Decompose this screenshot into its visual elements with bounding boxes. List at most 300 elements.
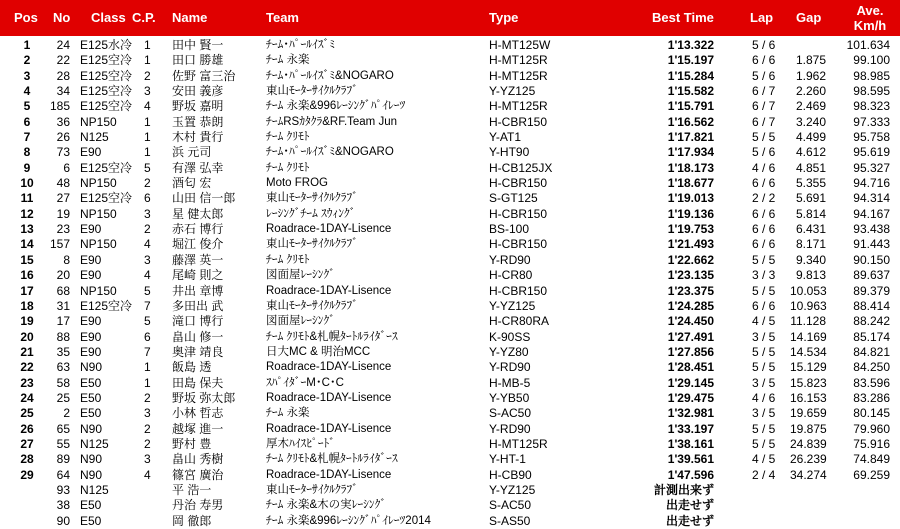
- cp-cell: 1: [144, 375, 151, 390]
- number-cell: 55: [56, 436, 70, 451]
- pos-cell: 29: [20, 467, 34, 482]
- lap-cell: 6 / 7: [752, 99, 776, 114]
- type-cell: Y-YZ125: [489, 482, 536, 497]
- ave-speed-cell: 79.960: [853, 421, 890, 436]
- team-cell: 図面屋ﾚｰｼﾝｸﾞ: [266, 315, 335, 328]
- pos-cell: 8: [23, 145, 31, 160]
- gap-cell: 10.053: [790, 283, 827, 298]
- table-row: [0, 161, 900, 176]
- type-cell: H-MT125R: [489, 99, 548, 114]
- best-time-cell: 1'32.981: [667, 406, 714, 421]
- number-cell: 35: [56, 344, 70, 359]
- type-cell: H-CR80RA: [489, 314, 550, 329]
- pos-cell: 24: [20, 390, 34, 405]
- rider-name-cell: 畠山 修一: [172, 329, 224, 344]
- number-cell: 28: [56, 68, 70, 83]
- class-cell: E50: [80, 498, 102, 513]
- team-cell: Roadrace-1DAY-Lisence: [266, 284, 392, 297]
- type-cell: Y-RD90: [489, 421, 531, 436]
- header-cp: C.P.: [132, 10, 156, 25]
- table-row: [0, 38, 900, 53]
- table-row: [0, 207, 900, 222]
- header-ave-unit: Km/h: [853, 18, 887, 33]
- type-cell: H-CBR150: [489, 176, 548, 191]
- best-time-cell: 1'27.856: [667, 344, 714, 359]
- class-cell: N90: [80, 452, 103, 467]
- class-cell: E125空冷: [80, 191, 133, 206]
- rider-name-cell: 奥津 靖良: [172, 344, 224, 359]
- ave-speed-cell: 89.379: [853, 283, 890, 298]
- lap-cell: 5 / 5: [752, 283, 776, 298]
- gap-cell: 2.469: [795, 99, 826, 114]
- rider-name-cell: 堀江 俊介: [172, 237, 224, 252]
- gap-cell: 16.153: [790, 390, 827, 405]
- rider-name-cell: 赤石 博行: [172, 222, 224, 237]
- team-cell: 東山ﾓｰﾀｰｻｲｸﾙｸﾗﾌﾞ: [266, 192, 358, 205]
- cp-cell: 1: [144, 360, 151, 375]
- table-row: [0, 376, 900, 391]
- best-time-cell: 1'23.375: [667, 283, 714, 298]
- best-time-cell: 1'17.934: [667, 145, 714, 160]
- number-cell: 68: [56, 283, 70, 298]
- gap-cell: 6.431: [795, 222, 826, 237]
- team-cell: Moto FROG: [266, 177, 328, 190]
- class-cell: E125空冷: [80, 68, 133, 83]
- gap-cell: 34.274: [790, 467, 827, 482]
- type-cell: Y-RD90: [489, 360, 531, 375]
- best-time-cell: 出走せず: [665, 513, 714, 528]
- gap-cell: 5.355: [795, 176, 826, 191]
- class-cell: E125空冷: [80, 84, 133, 99]
- type-cell: S-AC50: [489, 406, 532, 421]
- pos-cell: 26: [20, 421, 34, 436]
- cp-cell: 6: [144, 191, 151, 206]
- number-cell: 8: [63, 252, 70, 267]
- cp-cell: 6: [144, 329, 151, 344]
- lap-cell: 2 / 4: [752, 467, 776, 482]
- ave-speed-cell: 84.821: [853, 344, 890, 359]
- type-cell: Y-YZ125: [489, 298, 536, 313]
- lap-cell: 4 / 6: [752, 390, 776, 405]
- gap-cell: 4.499: [795, 130, 826, 145]
- pos-cell: 14: [20, 237, 34, 252]
- type-cell: Y-HT-1: [489, 452, 526, 467]
- best-time-cell: 1'27.491: [667, 329, 714, 344]
- number-cell: 89: [56, 452, 70, 467]
- table-row: [0, 222, 900, 237]
- gap-cell: 14.169: [790, 329, 827, 344]
- best-time-cell: 1'17.821: [667, 130, 714, 145]
- table-row: [0, 314, 900, 329]
- rider-name-cell: 丹治 寿男: [172, 498, 224, 513]
- ave-speed-cell: 90.150: [853, 252, 890, 267]
- team-cell: ﾁｰﾑ･ﾊﾟｰﾙｲｽﾞﾐ&NOGARO: [266, 69, 394, 82]
- rider-name-cell: 安田 義彦: [172, 84, 224, 99]
- rider-name-cell: 有澤 弘幸: [172, 160, 224, 175]
- cp-cell: 5: [144, 314, 151, 329]
- class-cell: E90: [80, 268, 102, 283]
- rider-name-cell: 小林 哲志: [172, 406, 224, 421]
- gap-cell: 3.240: [795, 114, 826, 129]
- team-cell: Roadrace-1DAY-Lisence: [266, 223, 392, 236]
- ave-speed-cell: 101.634: [846, 38, 890, 52]
- lap-cell: 5 / 5: [752, 130, 776, 145]
- cp-cell: 3: [144, 406, 151, 421]
- pos-cell: 16: [20, 268, 34, 283]
- lap-cell: 5 / 5: [752, 252, 776, 267]
- type-cell: BS-100: [489, 222, 530, 237]
- table-row: [0, 130, 900, 145]
- best-time-cell: 1'19.136: [667, 206, 714, 221]
- team-cell: ﾁｰﾑ ｸﾘﾓﾄ&札幌ﾀｰﾄﾙﾗｲﾀﾞｰｽ: [266, 330, 398, 343]
- class-cell: E90: [80, 329, 102, 344]
- type-cell: H-MT125R: [489, 436, 548, 451]
- lap-cell: 3 / 3: [752, 268, 776, 283]
- team-cell: Roadrace-1DAY-Lisence: [266, 468, 392, 481]
- ave-speed-cell: 98.985: [853, 68, 890, 83]
- table-body: [0, 38, 900, 529]
- rider-name-cell: 木村 貴行: [172, 130, 224, 145]
- cp-cell: 1: [144, 38, 151, 52]
- gap-cell: 10.963: [790, 298, 827, 313]
- cp-cell: 2: [144, 176, 151, 191]
- class-cell: E125水冷: [80, 38, 133, 52]
- table-row: [0, 422, 900, 437]
- ave-speed-cell: 93.438: [853, 222, 890, 237]
- class-cell: N125: [80, 130, 109, 145]
- number-cell: 93: [56, 482, 70, 497]
- best-time-cell: 1'15.197: [667, 53, 714, 68]
- team-cell: ﾚｰｼﾝｸﾞﾁｰﾑ ｽｳｨﾝｸﾞ: [266, 207, 356, 220]
- cp-cell: 4: [144, 467, 151, 482]
- ave-speed-cell: 94.167: [853, 206, 890, 221]
- cp-cell: 3: [144, 84, 151, 99]
- class-cell: E50: [80, 513, 102, 528]
- ave-speed-cell: 95.327: [853, 160, 890, 175]
- pos-cell: 21: [20, 344, 34, 359]
- number-cell: 27: [56, 191, 70, 206]
- ave-speed-cell: 83.596: [853, 375, 890, 390]
- rider-name-cell: 星 健太郎: [172, 206, 224, 221]
- class-cell: E90: [80, 344, 102, 359]
- rider-name-cell: 井出 章博: [172, 283, 224, 298]
- best-time-cell: 1'28.451: [667, 360, 714, 375]
- class-cell: E90: [80, 222, 102, 237]
- rider-name-cell: 田口 勝雄: [172, 53, 224, 68]
- pos-cell: 7: [23, 130, 31, 145]
- class-cell: E50: [80, 375, 102, 390]
- gap-cell: 24.839: [790, 436, 827, 451]
- pos-cell: 3: [23, 68, 31, 83]
- best-time-cell: 1'18.173: [667, 160, 714, 175]
- ave-speed-cell: 88.242: [853, 314, 890, 329]
- header-gap: Gap: [796, 10, 822, 25]
- table-row: [0, 145, 900, 160]
- table-row: [0, 69, 900, 84]
- lap-cell: 5 / 6: [752, 38, 776, 52]
- gap-cell: 14.534: [790, 344, 827, 359]
- pos-cell: 25: [20, 406, 34, 421]
- gap-cell: 19.659: [790, 406, 827, 421]
- class-cell: E90: [80, 314, 102, 329]
- gap-cell: 9.340: [795, 252, 826, 267]
- team-cell: Roadrace-1DAY-Lisence: [266, 422, 392, 435]
- type-cell: Y-RD90: [489, 252, 531, 267]
- team-cell: 図面屋ﾚｰｼﾝｸﾞ: [266, 269, 335, 282]
- class-cell: E50: [80, 390, 102, 405]
- best-time-cell: 1'24.450: [667, 314, 714, 329]
- table-row: [0, 391, 900, 406]
- team-cell: ﾁｰﾑ･ﾊﾟｰﾙｲｽﾞﾐ&NOGARO: [266, 146, 394, 159]
- number-cell: 26: [56, 130, 70, 145]
- number-cell: 48: [56, 176, 70, 191]
- ave-speed-cell: 69.259: [853, 467, 890, 482]
- lap-cell: 5 / 5: [752, 360, 776, 375]
- cp-cell: 2: [144, 436, 151, 451]
- team-cell: ﾁｰﾑRSｶﾀｸﾗ&RF.Team Jun: [266, 115, 398, 128]
- cp-cell: 1: [144, 53, 151, 68]
- cp-cell: 5: [144, 160, 151, 175]
- table-row: [0, 406, 900, 421]
- lap-cell: 4 / 6: [752, 160, 776, 175]
- pos-cell: 1: [23, 38, 31, 52]
- best-time-cell: 1'15.582: [667, 84, 714, 99]
- table-row: [0, 498, 900, 513]
- class-cell: N125: [80, 436, 109, 451]
- table-row: [0, 191, 900, 206]
- number-cell: 63: [56, 360, 70, 375]
- rider-name-cell: 山田 信一郎: [172, 191, 236, 206]
- lap-cell: 6 / 7: [752, 114, 776, 129]
- rider-name-cell: 岡 徹郎: [172, 513, 212, 528]
- best-time-cell: 1'38.161: [667, 436, 714, 451]
- team-cell: 東山ﾓｰﾀｰｻｲｸﾙｸﾗﾌﾞ: [266, 238, 358, 251]
- gap-cell: 26.239: [790, 452, 827, 467]
- team-cell: ﾁｰﾑ 永楽&996ﾚｰｼﾝｸﾞﾊﾟｲﾚｰﾂ2014: [266, 514, 431, 527]
- gap-cell: 1.962: [795, 68, 826, 83]
- ave-speed-cell: 74.849: [853, 452, 890, 467]
- best-time-cell: 1'22.662: [667, 252, 714, 267]
- class-cell: NP150: [80, 237, 117, 252]
- best-time-cell: 出走せず: [665, 498, 714, 513]
- cp-cell: 2: [144, 222, 151, 237]
- type-cell: Y-YZ125: [489, 84, 536, 99]
- ave-speed-cell: 80.145: [853, 406, 890, 421]
- rider-name-cell: 越塚 進一: [172, 421, 224, 436]
- number-cell: 24: [56, 38, 70, 52]
- table-row: [0, 360, 900, 375]
- rider-name-cell: 野坂 嘉明: [172, 99, 224, 114]
- type-cell: Y-YB50: [489, 390, 530, 405]
- best-time-cell: 計測出来ず: [653, 482, 714, 497]
- ave-speed-cell: 94.314: [853, 191, 890, 206]
- header-no: No: [53, 10, 71, 25]
- class-cell: N90: [80, 467, 103, 482]
- type-cell: Y-AT1: [489, 130, 522, 145]
- ave-speed-cell: 91.443: [853, 237, 890, 252]
- rider-name-cell: 浜 元司: [172, 145, 212, 160]
- number-cell: 185: [49, 99, 70, 114]
- gap-cell: 9.813: [795, 268, 826, 283]
- type-cell: H-CB125JX: [489, 160, 553, 175]
- team-cell: ﾁｰﾑ 永楽&木の実ﾚｰｼﾝｸﾞ: [266, 499, 387, 512]
- lap-cell: 5 / 6: [752, 68, 776, 83]
- pos-cell: 11: [20, 191, 34, 206]
- rider-name-cell: 尾崎 則之: [172, 268, 224, 283]
- cp-cell: 2: [144, 390, 151, 405]
- class-cell: E125空冷: [80, 53, 133, 68]
- number-cell: 73: [56, 145, 70, 160]
- table-row: [0, 268, 900, 283]
- type-cell: H-CBR150: [489, 283, 548, 298]
- type-cell: H-MT125W: [489, 38, 551, 52]
- number-cell: 38: [56, 498, 70, 513]
- type-cell: H-MT125R: [489, 53, 548, 68]
- ave-speed-cell: 94.716: [853, 176, 890, 191]
- ave-speed-cell: 95.619: [853, 145, 890, 160]
- cp-cell: 2: [144, 421, 151, 436]
- table-row: [0, 345, 900, 360]
- team-cell: ﾁｰﾑ 永楽: [266, 407, 310, 420]
- number-cell: 36: [56, 114, 70, 129]
- number-cell: 157: [49, 237, 70, 252]
- lap-cell: 2 / 2: [752, 191, 776, 206]
- rider-name-cell: 平 浩一: [172, 482, 212, 497]
- pos-cell: 9: [23, 160, 31, 175]
- table-row: [0, 514, 900, 529]
- cp-cell: 3: [144, 452, 151, 467]
- pos-cell: 4: [23, 84, 31, 99]
- pos-cell: 10: [20, 176, 34, 191]
- number-cell: 23: [56, 222, 70, 237]
- cp-cell: 4: [144, 268, 151, 283]
- cp-cell: 4: [144, 99, 151, 114]
- number-cell: 6: [63, 160, 70, 175]
- pos-cell: 18: [20, 298, 34, 313]
- table-row: [0, 468, 900, 483]
- cp-cell: 1: [144, 114, 151, 129]
- lap-cell: 6 / 6: [752, 53, 776, 68]
- lap-cell: 6 / 6: [752, 206, 776, 221]
- best-time-cell: 1'29.145: [667, 375, 714, 390]
- ave-speed-cell: 98.323: [853, 99, 890, 114]
- pos-cell: 20: [20, 329, 34, 344]
- pos-cell: 27: [20, 436, 34, 451]
- class-cell: N90: [80, 421, 103, 436]
- lap-cell: 6 / 6: [752, 222, 776, 237]
- team-cell: Roadrace-1DAY-Lisence: [266, 391, 392, 404]
- lap-cell: 5 / 5: [752, 421, 776, 436]
- lap-cell: 3 / 5: [752, 329, 776, 344]
- team-cell: 東山ﾓｰﾀｰｻｲｸﾙｸﾗﾌﾞ: [266, 85, 358, 98]
- pos-cell: 19: [20, 314, 34, 329]
- ave-speed-cell: 99.100: [853, 53, 890, 68]
- best-time-cell: 1'13.322: [667, 38, 714, 52]
- class-cell: E125空冷: [80, 160, 133, 175]
- number-cell: 22: [56, 53, 70, 68]
- number-cell: 25: [56, 390, 70, 405]
- class-cell: NP150: [80, 176, 117, 191]
- type-cell: H-CBR150: [489, 206, 548, 221]
- type-cell: H-MB-5: [489, 375, 531, 390]
- type-cell: Y-YZ80: [489, 344, 529, 359]
- cp-cell: 3: [144, 206, 151, 221]
- ave-speed-cell: 75.916: [853, 436, 890, 451]
- number-cell: 88: [56, 329, 70, 344]
- lap-cell: 5 / 5: [752, 344, 776, 359]
- number-cell: 31: [56, 298, 70, 313]
- pos-cell: 23: [20, 375, 34, 390]
- table-header: [0, 0, 900, 36]
- team-cell: ﾁｰﾑ ｸﾘﾓﾄ&札幌ﾀｰﾄﾙﾗｲﾀﾞｰｽ: [266, 453, 398, 466]
- number-cell: 64: [56, 467, 70, 482]
- lap-cell: 6 / 6: [752, 176, 776, 191]
- lap-cell: 6 / 6: [752, 298, 776, 313]
- table-row: [0, 284, 900, 299]
- rider-name-cell: 野村 豊: [172, 436, 212, 451]
- table-row: [0, 483, 900, 498]
- lap-cell: 3 / 5: [752, 375, 776, 390]
- gap-cell: 4.612: [795, 145, 826, 160]
- rider-name-cell: 飯島 透: [172, 360, 212, 375]
- team-cell: ﾁｰﾑ ｸﾘﾓﾄ: [266, 161, 310, 174]
- pos-cell: 15: [20, 252, 34, 267]
- header-name: Name: [172, 10, 208, 25]
- class-cell: E90: [80, 145, 102, 160]
- cp-cell: 2: [144, 68, 151, 83]
- type-cell: S-AC50: [489, 498, 532, 513]
- best-time-cell: 1'47.596: [667, 467, 714, 482]
- type-cell: S-AS50: [489, 513, 531, 528]
- best-time-cell: 1'18.677: [667, 176, 714, 191]
- ave-speed-cell: 95.758: [853, 130, 890, 145]
- best-time-cell: 1'15.284: [667, 68, 714, 83]
- rider-name-cell: 畠山 秀樹: [172, 452, 224, 467]
- header-pos: Pos: [14, 10, 38, 25]
- class-cell: NP150: [80, 283, 117, 298]
- pos-cell: 17: [20, 283, 34, 298]
- gap-cell: 15.129: [790, 360, 827, 375]
- team-cell: ﾁｰﾑ 永楽&996ﾚｰｼﾝｸﾞﾊﾟｲﾚｰﾂ: [266, 100, 406, 113]
- gap-cell: 2.260: [795, 84, 826, 99]
- rider-name-cell: 田中 賢一: [172, 38, 224, 52]
- rider-name-cell: 酒匂 宏: [172, 176, 212, 191]
- number-cell: 90: [56, 513, 70, 528]
- gap-cell: 5.691: [795, 191, 826, 206]
- header-class: Class: [91, 10, 126, 25]
- lap-cell: 6 / 7: [752, 84, 776, 99]
- lap-cell: 3 / 5: [752, 406, 776, 421]
- best-time-cell: 1'19.013: [667, 191, 714, 206]
- table-row: [0, 99, 900, 114]
- rider-name-cell: 藤澤 英一: [172, 252, 224, 267]
- ave-speed-cell: 98.595: [853, 84, 890, 99]
- rider-name-cell: 玉置 恭朗: [172, 114, 224, 129]
- class-cell: NP150: [80, 114, 117, 129]
- team-cell: 東山ﾓｰﾀｰｻｲｸﾙｸﾗﾌﾞ: [266, 483, 358, 496]
- cp-cell: 1: [144, 130, 151, 145]
- table-row: [0, 330, 900, 345]
- ave-speed-cell: 97.333: [853, 114, 890, 129]
- gap-cell: 4.851: [795, 160, 826, 175]
- number-cell: 2: [63, 406, 70, 421]
- best-time-cell: 1'15.791: [667, 99, 714, 114]
- gap-cell: 5.814: [795, 206, 826, 221]
- class-cell: E90: [80, 252, 102, 267]
- gap-cell: 1.875: [795, 53, 826, 68]
- header-lap: Lap: [750, 10, 774, 25]
- team-cell: 東山ﾓｰﾀｰｻｲｸﾙｸﾗﾌﾞ: [266, 299, 358, 312]
